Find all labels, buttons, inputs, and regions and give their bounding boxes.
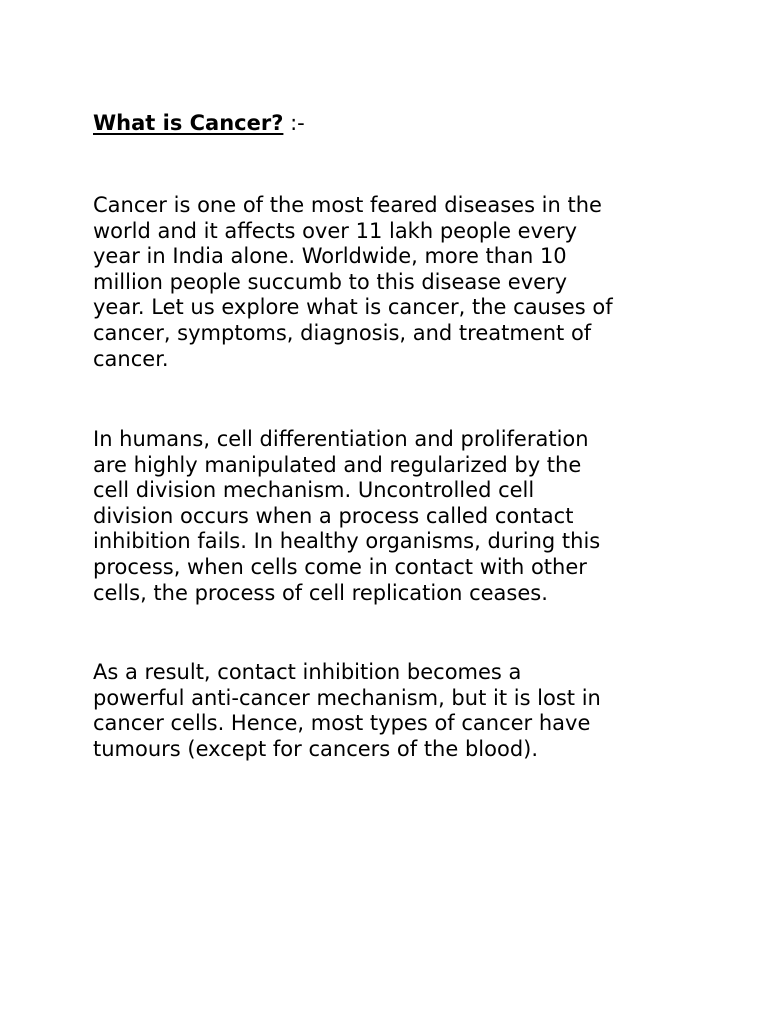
paragraph-line: As a result, contact inhibition becomes a — [93, 660, 522, 684]
paragraph-line: year in India alone. Worldwide, more than 10 — [93, 244, 567, 269]
paragraph-line: cancer cells. Hence, most types of cancer have — [93, 711, 591, 736]
paragraph-line: cancer, symptoms, diagnosis, and treatment of — [93, 320, 592, 345]
paragraph-line: In humans, cell differentiation and proliferation — [93, 427, 589, 451]
document-heading — [93, 110, 305, 136]
paragraph-line: world and it affects over 11 lakh people every — [93, 218, 578, 243]
heading-suffix: :- — [283, 111, 305, 135]
paragraph-intro — [93, 193, 683, 372]
paragraph-line: cell division mechanism. Uncontrolled cell — [93, 478, 535, 503]
paragraph-line: million people succumb to this disease every — [93, 269, 568, 294]
paragraph-line: cells, the process of cell replication ceases. — [93, 580, 548, 605]
paragraph-line: are highly manipulated and regularized by the — [93, 452, 582, 477]
paragraph-line: process, when cells come in contact with other — [93, 554, 587, 579]
paragraph-line: Cancer is one of the most feared diseases in the — [93, 193, 602, 217]
paragraph-line: inhibition fails. In healthy organisms, during this — [93, 529, 601, 554]
paragraph-line: year. Let us explore what is cancer, the causes of — [93, 295, 613, 320]
paragraph-cell-division — [93, 427, 683, 606]
heading-title: What is Cancer? — [93, 111, 284, 135]
paragraph-contact-inhibition — [93, 660, 683, 762]
paragraph-line: cancer. — [93, 346, 169, 371]
paragraph-line: powerful anti-cancer mechanism, but it is lost in — [93, 685, 601, 710]
paragraph-line: division occurs when a process called contact — [93, 503, 574, 528]
paragraph-line: tumours (except for cancers of the blood). — [93, 736, 539, 761]
